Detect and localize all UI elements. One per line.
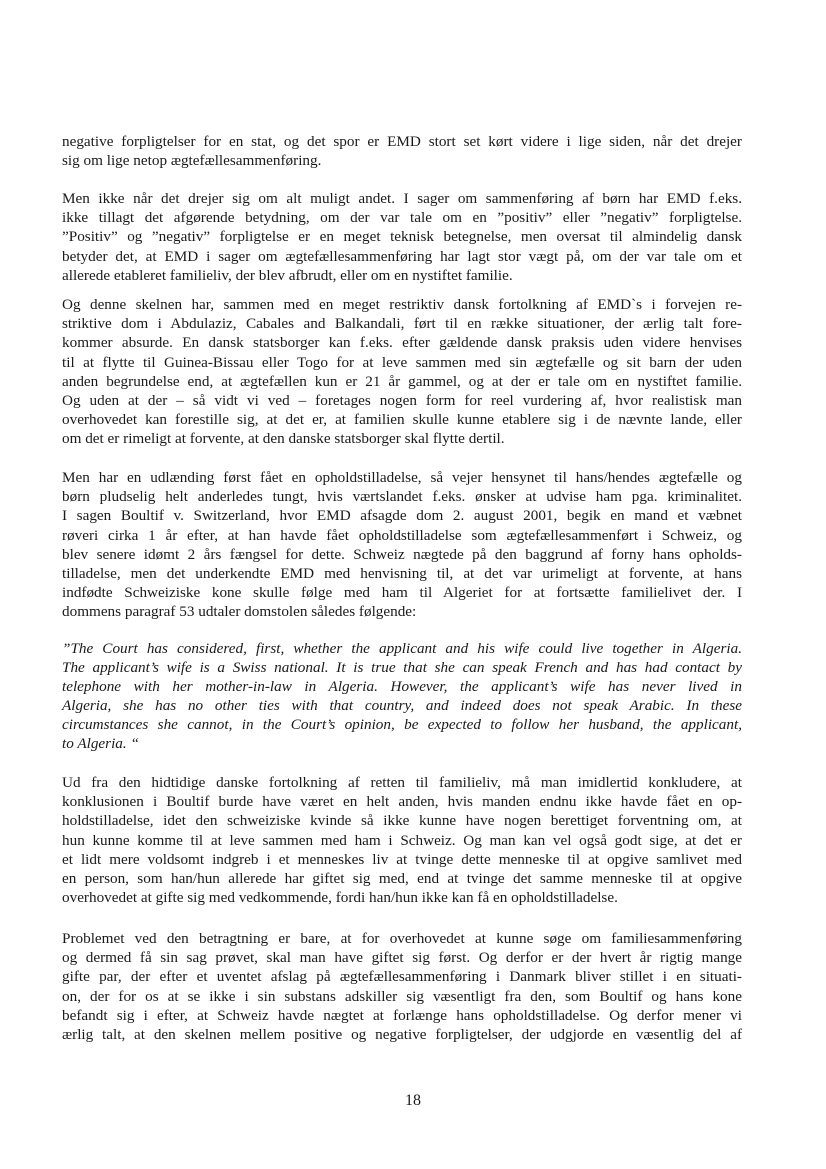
- text-line: ærlig talt, at den skelnen mellem positive og negative forpligtelser, der udgjorde en væsentlig del af: [62, 1026, 742, 1044]
- paragraph: [62, 773, 742, 907]
- document-body: [62, 0, 742, 1169]
- text-line: Og denne skelnen har, sammen med en meget restriktiv dansk fortolkning af EMD`s i forvejen re-: [62, 296, 742, 313]
- paragraph: [62, 295, 742, 449]
- text-line: en person, som han/hun allerede har giftet sig med, end at tvinge det samme menneske til at opgive: [62, 870, 742, 888]
- text-line: telephone with her mother-in-law in Algeria. However, the applicant’s wife has never lived in: [62, 678, 742, 695]
- text-line: Og uden at der – så vidt vi ved – foretages nogen form for reel vurdering af, hvor realistisk man: [62, 392, 742, 410]
- text-line: om det er rimeligt at forvente, at den danske statsborger skal flytte dertil.: [62, 430, 505, 448]
- text-line: Ud fra den hidtidige danske fortolkning af retten til familieliv, må man imidlertid konkludere, at: [62, 774, 742, 791]
- paragraph: [62, 468, 742, 622]
- text-line: holdstilladelse, idet den schweiziske kvinde så ikke kunne have nogen berettiget forventning om, at: [62, 812, 742, 830]
- text-line: til at flytte til Guinea-Bissau eller Togo for at leve sammen med sin ægtefælle og sit barn der uden: [62, 353, 742, 371]
- paragraph: [62, 929, 742, 1044]
- text-line: on, der for os at se ikke i sin substans adskiller sig væsentligt fra den, som Boultif og hans kone: [62, 987, 742, 1005]
- text-line: befandt sig i efter, at Schweiz havde nægtet at forlænge hans opholdstilladelse. Og derfor mener vi: [62, 1006, 742, 1024]
- text-line: konklusionen i Boultif burde have været en helt anden, hvis manden endnu ikke havde fået en op-: [62, 793, 742, 811]
- text-line: overhovedet at gifte sig med vedkommende, fordi han/hun ikke kan få en opholdstilladelse.: [62, 889, 618, 907]
- text-line: Algeria, she has no other ties with that country, and indeed does not speak Arabic. In these: [62, 697, 742, 714]
- text-line: circumstances she cannot, in the Court’s opinion, be expected to follow her husband, the applicant,: [62, 716, 742, 733]
- text-line: allerede etableret familieliv, der blev afbrudt, eller om en nystiftet familie.: [62, 266, 513, 284]
- text-line: ikke tillagt det afgørende betydning, om der var tale om en ”positiv” eller ”negativ” forpligtelse.: [62, 209, 742, 227]
- text-line: indfødte Schweiziske kone skulle følge med ham til Algeriet for at fortsætte familielivet der. I: [62, 584, 742, 602]
- text-line: I sagen Boultif v. Switzerland, hvor EMD afsagde dom 2. august 2001, begik en mand et væbnet: [62, 507, 742, 525]
- text-line: overhovedet kan forestille sig, at det er, at familien skulle kunne etablere sig i de nævnte lande, eller: [62, 411, 742, 429]
- text-line: betyder det, at EMD i sager om ægtefællesammenføring har lagt stor vægt på, om der var tale om et: [62, 247, 742, 265]
- text-line: Men ikke når det drejer sig om alt muligt andet. I sager om sammenføring af børn har EMD f.eks.: [62, 190, 742, 207]
- text-line: børn pludselig helt anderledes tungt, hvis værtslandet f.eks. ønsker at udvise ham pga. kriminalitet.: [62, 488, 742, 506]
- text-line: to Algeria. “: [62, 735, 139, 752]
- text-line: røveri cirka 1 år efter, at han havde fået opholdstilladelse som ægtefællesammenført i Schweiz, og: [62, 526, 742, 544]
- text-line: hun kunne komme til at leve sammen med ham i Schweiz. Og man kan vel også godt sige, at det er: [62, 831, 742, 849]
- paragraph: [62, 132, 742, 170]
- text-line: negative forpligtelser for en stat, og det spor er EMD stort set kørt videre i lige siden, når det drejer: [62, 133, 742, 150]
- text-line: Men har en udlænding først fået en opholdstilladelse, så vejer hensynet til hans/hendes ægtefælle og: [62, 469, 742, 486]
- block-quote: [62, 639, 742, 753]
- text-line: et lidt mere voldsomt indgreb i et menneskes liv at tvinge dette menneske til at opgive samlivet med: [62, 850, 742, 868]
- text-line: og dermed få sin sag prøvet, skal man have giftet sig først. Og derfor er der hvert år rigtig mange: [62, 949, 742, 967]
- text-line: tilladelse, men det underkendte EMD med henvisning til, at det var urimeligt at forvente, at hans: [62, 565, 742, 583]
- text-line: striktive dom i Abdulaziz, Cabales and Balkandali, ført til en række situationer, der ærlig talt fore-: [62, 315, 742, 333]
- text-line: ”The Court has considered, first, whether the applicant and his wife could live together in Algeria.: [62, 640, 742, 657]
- text-line: Problemet ved den betragtning er bare, at for overhovedet at kunne søge om familiesammenføring: [62, 930, 742, 947]
- text-line: blev senere idømt 2 års fængsel for dette. Schweiz nægtede på den baggrund af forny hans opholds-: [62, 545, 742, 563]
- text-line: anden begrundelse end, at ægtefællen kun er 21 år gammel, og at der er tale om en nystiftet familie.: [62, 372, 742, 390]
- text-line: kommer absurde. En dansk statsborger kan f.eks. efter gældende dansk praksis uden videre henvises: [62, 334, 742, 352]
- text-line: The applicant’s wife is a Swiss national. It is true that she can speak French and has had contact by: [62, 659, 742, 676]
- page-number: 18: [405, 1092, 421, 1109]
- text-line: gifte par, der efter et uventet afslag på ægtefællesammenføring i Danmark bliver stillet i en situati-: [62, 968, 742, 986]
- paragraph: [62, 189, 742, 285]
- text-line: dommens paragraf 53 udtaler domstolen således følgende:: [62, 603, 417, 621]
- text-line: ”Positiv” og ”negativ” forpligtelse er en meget teknisk betegnelse, men oversat til almindelig dansk: [62, 228, 742, 246]
- text-line: sig om lige netop ægtefællesammenføring.: [62, 152, 322, 170]
